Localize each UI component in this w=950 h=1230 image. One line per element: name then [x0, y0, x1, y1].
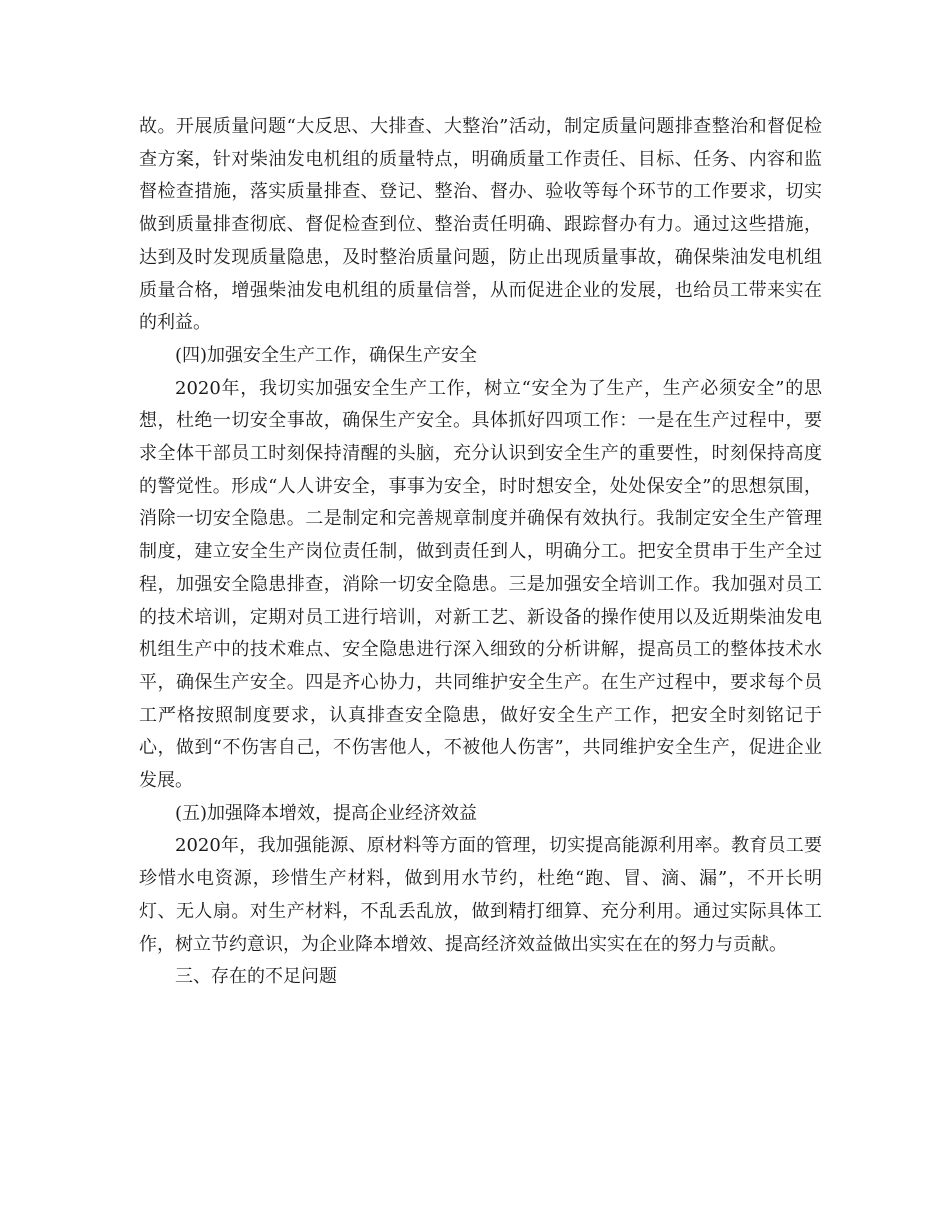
- paragraph-quality-check: 故。开展质量问题“大反思、大排查、大整治”活动，制定质量问题排查整治和督促检查方案，针对柴油发电机组的质量特点，明确质量工作责任、目标、任务、内容和监督检查措施，落实质量排查、登记、整治、督办、验收等每个环节的工作要求，切实做到质量排查彻底、督促检查到位、整治责任明确、跟踪督办有力。通过这些措施，达到及时发现质量隐患，及时整治质量问题，防止出现质量事故，确保柴油发电机组质量合格，增强柴油发电机组的质量信誉，从而促进企业的发展，也给员工带来实在的利益。: [139, 116, 822, 334]
- section-heading-cost-reduction: (五)加强降本增效，提高企业经济效益: [175, 802, 478, 824]
- document-page: [139, 111, 822, 994]
- paragraph-safety-work: 2020年，我切实加强安全生产工作，树立“安全为了生产，生产必须安全”的思想，杜绝一切安全事故，确保生产安全。具体抓好四项工作：一是在生产过程中，要求全体干部员工时刻保持清醒的头脑，充分认识到安全生产的重要性，时刻保持高度的警觉性。形成“人人讲安全，事事为安全，时时想安全，处处保安全”的思想氛围，消除一切安全隐患。二是制定和完善规章制度并确保有效执行。我制定安全生产管理制度，建立安全生产岗位责任制，做到责任到人，明确分工。把安全贯串于生产全过程，加强安全隐患排查，消除一切安全隐患。三是加强安全培训工作。我加强对员工的技术培训，定期对员工进行培训，对新工艺、新设备的操作使用以及近期柴油发电机组生产中的技术难点、安全隐患进行深入细致的分析讲解，提高员工的整体技术水平，确保生产安全。四是齐心协力，共同维护安全生产。在生产过程中，要求每个员工严格按照制度要求，认真排查安全隐患，做好安全生产工作，把安全时刻铭记于心，做到“不伤害自己，不伤害他人，不被他人伤害”，共同维护安全生产，促进企业发展。: [139, 377, 822, 792]
- section-heading-safety: (四)加强安全生产工作，确保生产安全: [175, 344, 478, 366]
- paragraph-cost-reduction: 2020年，我加强能源、原材料等方面的管理，切实提高能源利用率。教育员工要珍惜水电资源，珍惜生产材料，做到用水节约，杜绝“跑、冒、滴、漏”，不开长明灯、无人扇。对生产材料，不乱丢乱放，做到精打细算、充分利用。通过实际具体工作，树立节约意识，为企业降本增效、提高经济效益做出实实在在的努力与贡献。: [139, 835, 822, 955]
- section-heading-shortcomings: 三、存在的不足问题: [175, 966, 337, 988]
